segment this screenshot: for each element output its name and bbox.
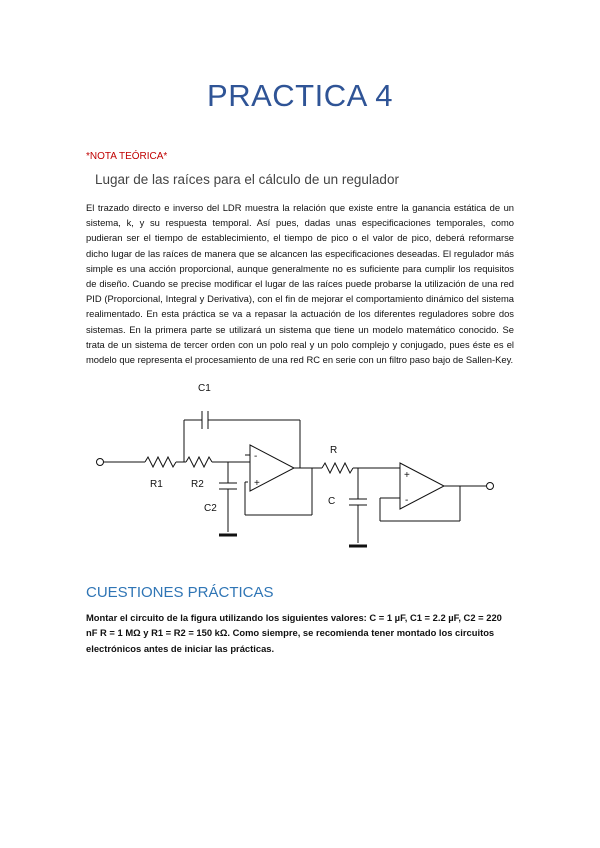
circuit-diagram <box>90 375 510 555</box>
label-r1: R1 <box>150 479 163 490</box>
resistor-r <box>322 463 353 473</box>
theory-paragraph: El trazado directo e inverso del LDR muestra la relación que existe entre la ganancia estática de un sistema, k, y su respuesta temporal. Así pues, dadas unas especificaciones temporales, como pudieran ser el tiempo de establecimiento, el tiempo de pico o el valor de pico, deberá reformarse dicho lugar de las raíces de manera que se alcancen las especificaciones deseadas. El regulador más simple es una acción proporcional, aunque generalmente no es suficiente para cumplir los requisitos de diseño. Cuando se precise modificar el lugar de las raíces puede probarse la utilización de una red PID (Proporcional, Integral y Derivativa), con el fin de mejorar el comportamiento dinámico del sistema realimentado. En esta práctica se va a repasar la actuación de los diferentes reguladores sobre dos sistemas. En la primera parte se utilizará un sistema que tiene un modelo matemático conocido. Se trata de un sistema de tercer orden con un polo real y un polo complejo y conjugado, pues éste es el modelo que representa el procesamiento de una red RC en serie con un filtro paso bajo de Sallen-Key. <box>86 202 514 366</box>
label-plus-2: + <box>404 470 410 481</box>
input-terminal <box>97 459 104 466</box>
label-r2: R2 <box>191 479 204 490</box>
label-c: C <box>328 496 336 507</box>
label-c1: C1 <box>198 383 211 394</box>
nota-teorica-label: *NOTA TEÓRICA* <box>86 151 168 162</box>
label-r: R <box>330 445 338 456</box>
page-title: PRACTICA 4 <box>207 78 393 113</box>
resistor-r2 <box>186 457 212 467</box>
label-plus-1: + <box>254 478 260 489</box>
label-minus-2: - <box>405 495 409 506</box>
section-subtitle: Lugar de las raíces para el cálculo de un regulador <box>95 172 399 187</box>
instructions-paragraph: Montar el circuito de la figura utilizando los siguientes valores: C = 1 µF, C1 = 2.2 µF, C2 = 220 nF R = 1 MΩ y R1 = R2 = 150 kΩ. Como siempre, se recomienda tener montado los circuitos electrónicos antes de iniciar las prácticas. <box>86 612 502 654</box>
label-minus-1: - <box>254 451 258 462</box>
label-c2: C2 <box>204 503 217 514</box>
section-heading-cuestiones: CUESTIONES PRÁCTICAS <box>86 584 274 601</box>
output-terminal <box>487 483 494 490</box>
resistor-r1 <box>145 457 176 467</box>
